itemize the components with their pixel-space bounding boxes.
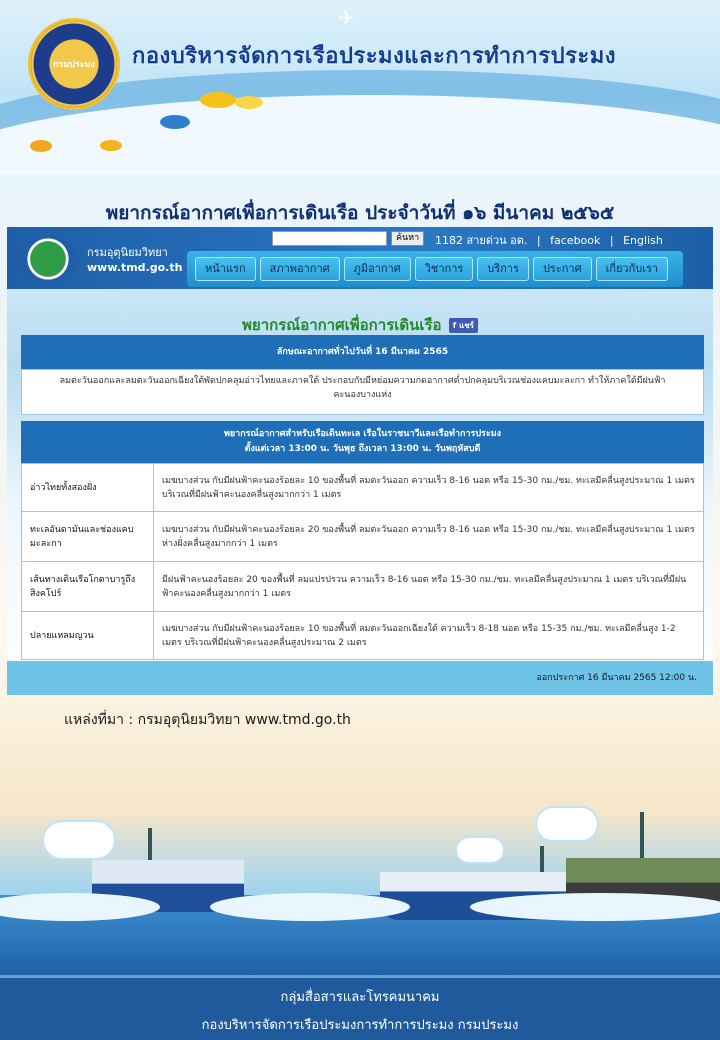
page-heading-text: พยากรณ์อากาศเพื่อการเดินเรือ xyxy=(242,316,442,334)
ship-mast xyxy=(540,846,544,874)
forecast-cell: เมฆบางส่วน กับมีฝนฟ้าคะนองร้อยละ 10 ของพื้นที่ ลมตะวันออก ความเร็ว 8-16 นอต หรือ 15-30 กม./ชม. ทะเลมีคลื่นสูงประมาณ 1 เมตร บริเวณที่มีฝนฟ้าคะนองคลื่นสูงมากกว่า 1 เมตร xyxy=(154,464,704,512)
fish-icon xyxy=(160,115,190,129)
poster-header xyxy=(0,0,720,175)
poster-title: กองบริหารจัดการเรือประมงและการทำการประมง xyxy=(132,44,616,69)
footer xyxy=(0,978,720,1040)
table-row xyxy=(22,464,704,512)
forecast-header xyxy=(21,421,704,463)
hotline-link[interactable]: 1182 สายด่วน อต. xyxy=(435,234,528,247)
main-nav xyxy=(187,251,683,287)
area-cell: ทะเลอันดามันและช่องแคบมะละกา xyxy=(22,512,154,562)
general-weather-section xyxy=(21,335,704,415)
english-link[interactable]: English xyxy=(623,234,663,247)
fish-icon xyxy=(235,96,263,109)
nav-weather[interactable]: สภาพอากาศ xyxy=(260,257,340,281)
facebook-link[interactable]: facebook xyxy=(550,234,601,247)
fish-icon xyxy=(200,92,236,108)
area-cell: เส้นทางเดินเรือโกตาบารูถึงสิงคโปร์ xyxy=(22,562,154,612)
forecast-header-line1: พยากรณ์อากาศสำหรับเรือเดินทะเล เรือในราชนาวีและเรือทำการประมง xyxy=(223,429,502,439)
forecast-header-line2: ตั้งแต่เวลา 13:00 น. วันพุธ ถึงเวลา 13:00 น. วันพฤหัสบดี xyxy=(244,444,481,454)
department-of-fisheries-logo xyxy=(28,18,120,110)
table-row xyxy=(22,562,704,612)
logo-text: กรมประมง xyxy=(53,60,95,70)
general-weather-text: ลมตะวันออกและลมตะวันออกเฉียงใต้พัดปกคลุมอ่าวไทยและภาคใต้ ประกอบกับมีหย่อมความกดอากาศต่ำปกคลุมบริเวณช่องแคบมะละกา ทำให้ภาคใต้มีฝนฟ้าคะนองบางแห่ง xyxy=(21,369,704,415)
forecast-date-title: พยากรณ์อากาศเพื่อการเดินเรือ ประจำวันที่ ๑๖ มีนาคม ๒๕๖๕ xyxy=(105,202,615,224)
forecast-table xyxy=(21,463,704,660)
nav-services[interactable]: บริการ xyxy=(477,257,529,281)
search-button[interactable]: ค้นหา xyxy=(391,231,424,246)
top-links xyxy=(435,231,669,249)
nav-about[interactable]: เกี่ยวกับเรา xyxy=(596,257,669,281)
ship-mast xyxy=(148,828,152,862)
area-cell: ปลายแหลมญวน xyxy=(22,612,154,660)
page-heading xyxy=(7,313,713,337)
link-separator: | xyxy=(609,234,614,247)
nav-announcements[interactable]: ประกาศ xyxy=(533,257,592,281)
link-separator: | xyxy=(536,234,541,247)
facebook-share-button[interactable]: f แชร์ xyxy=(449,318,478,333)
table-row xyxy=(22,512,704,562)
forecast-cell: เมฆบางส่วน กับมีฝนฟ้าคะนองร้อยละ 20 ของพื้นที่ ลมตะวันออก ความเร็ว 8-16 นอต หรือ 15-30 กม./ชม. ทะเลมีคลื่นสูงประมาณ 1 เมตร ห่างฝั่งคลื่นสูงมากกว่า 1 เมตร xyxy=(154,512,704,562)
fish-icon xyxy=(30,140,52,152)
tmd-name: กรมอุตุนิยมวิทยา xyxy=(87,246,168,259)
tmd-domain: www.tmd.go.th xyxy=(87,261,183,274)
cloud-icon xyxy=(535,806,599,842)
tmd-page-screenshot xyxy=(7,227,713,695)
share-label: แชร์ xyxy=(459,321,474,330)
nav-climate[interactable]: ภูมิอากาศ xyxy=(344,257,411,281)
tmd-header xyxy=(7,227,713,289)
table-row xyxy=(22,612,704,660)
forecast-cell: เมฆบางส่วน กับมีฝนฟ้าคะนองร้อยละ 10 ของพื้นที่ ลมตะวันออกเฉียงใต้ ความเร็ว 8-18 นอต หรือ 15-35 กม./ชม. ทะเลมีคลื่นสูง 1-2 เมตร บริเวณที่มีฝนฟ้าคะนองคลื่นสูงประมาณ 2 เมตร xyxy=(154,612,704,660)
tmd-site-name xyxy=(87,245,182,275)
footer-line1: กลุ่มสื่อสารและโทรคมนาคม xyxy=(280,990,440,1005)
forecast-section xyxy=(21,421,704,660)
search-input[interactable] xyxy=(272,231,387,246)
cloud-icon xyxy=(455,836,505,864)
source-credit: แหล่งที่มา : กรมอุตุนิยมวิทยา www.tmd.go.th xyxy=(64,712,351,728)
forecast-cell: มีฝนฟ้าคะนองร้อยละ 20 ของพื้นที่ ลมแปรปรวน ความเร็ว 8-16 นอต หรือ 15-30 กม./ชม. ทะเลมีคลื่นสูงประมาณ 1 เมตร บริเวณที่มีฝนฟ้าคะนองคลื่นสูงมากกว่า 1 เมตร xyxy=(154,562,704,612)
cloud-icon xyxy=(42,820,116,860)
nav-home[interactable]: หน้าแรก xyxy=(195,257,256,281)
wave-crest xyxy=(470,893,720,921)
tmd-logo[interactable] xyxy=(17,235,79,283)
nav-academic[interactable]: วิชาการ xyxy=(415,257,474,281)
seagull-icon: ✈ xyxy=(338,6,355,30)
ship-mast xyxy=(640,812,644,860)
area-cell: อ่าวไทยทั้งสองฝั่ง xyxy=(22,464,154,512)
footer-line2: กองบริหารจัดการเรือประมงการทำการประมง กรมประมง xyxy=(201,1018,519,1033)
general-weather-header: ลักษณะอากาศทั่วไปวันที่ 16 มีนาคม 2565 xyxy=(21,335,704,369)
issued-time: ออกประกาศ 16 มีนาคม 2565 12:00 น. xyxy=(7,661,713,695)
fish-icon xyxy=(100,140,122,151)
wave-crest xyxy=(210,893,410,921)
